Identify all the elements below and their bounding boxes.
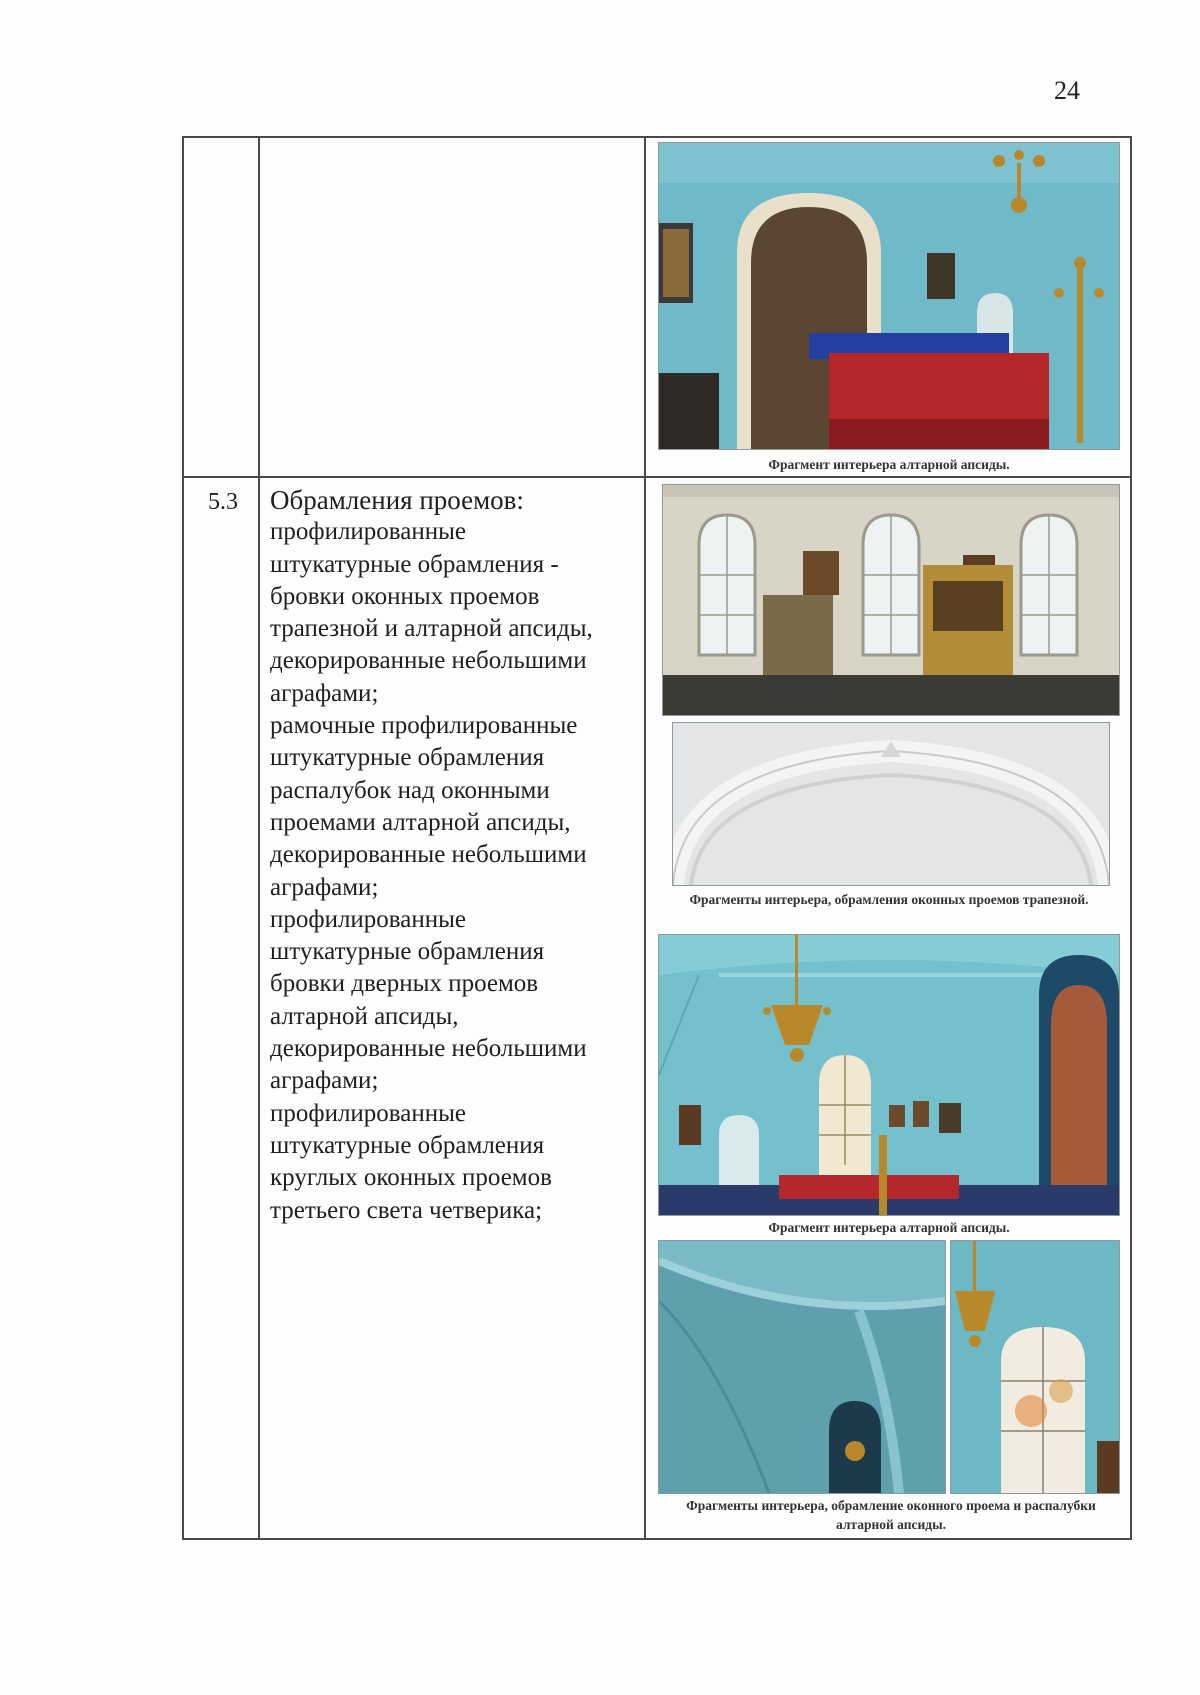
table-right-border (1130, 136, 1132, 1540)
description-line: аграфами; (270, 873, 379, 901)
description-line: аграфами; (270, 1067, 379, 1095)
photo-plaster-arch (672, 722, 1110, 886)
caption-refectory: Фрагменты интерьера, обрамления оконных проемов трапезной. (689, 892, 1089, 907)
description-line: бровки оконных проемов (270, 582, 540, 610)
photo-altar-apse-doorway (658, 142, 1120, 450)
description-line: штукатурные обрамления (270, 938, 545, 966)
description-line: проемами алтарной апсиды, (270, 808, 571, 836)
caption-altar-mid: Фрагмент интерьера алтарной апсиды. (768, 1220, 1010, 1235)
description-line: третьего света четверика; (270, 1196, 543, 1224)
description-line: декорированные небольшими (270, 1035, 587, 1063)
table-top-border (182, 136, 1132, 138)
description-line: бровки дверных проемов (270, 970, 539, 998)
description-line: круглых оконных проемов (270, 1164, 552, 1192)
photo-refectory-windows (662, 484, 1120, 716)
description-line: алтарной апсиды, (270, 1002, 459, 1030)
table-bottom-border (182, 1538, 1132, 1540)
description-line: трапезной и алтарной апсиды, (270, 615, 593, 643)
description-line: профилированные (270, 905, 467, 933)
description-line: профилированные (270, 518, 467, 546)
photo-apse-vault (658, 1240, 946, 1494)
caption-altar-top: Фрагмент интерьера алтарной апсиды. (768, 457, 1010, 472)
table-left-border (182, 136, 184, 1540)
caption-altar-bottom: Фрагменты интерьера, обрамление оконного проема и распалубки алтарной апсиды. (686, 1498, 1096, 1532)
row-number: 5.3 (208, 489, 238, 515)
description-line: профилированные (270, 1099, 467, 1127)
page-number: 24 (1054, 76, 1080, 105)
description-line: аграфами; (270, 679, 379, 707)
photo-altar-apse-chandelier (658, 934, 1120, 1216)
description-line: штукатурные обрамления (270, 1131, 545, 1159)
description-line: штукатурные обрамления (270, 744, 545, 772)
description-line: Обрамления проемов: (270, 485, 524, 515)
table-row-divider (182, 476, 1132, 478)
description-line: распалубок над оконными (270, 776, 550, 804)
description-line: декорированные небольшими (270, 647, 587, 675)
table-col-divider-2 (644, 136, 646, 1540)
description-line: рамочные профилированные (270, 712, 578, 740)
photo-apse-window (950, 1240, 1120, 1494)
description-line: штукатурные обрамления - (270, 550, 559, 578)
description-line: декорированные небольшими (270, 841, 587, 869)
row-description (270, 484, 640, 1227)
table-col-divider-1 (258, 136, 260, 1540)
